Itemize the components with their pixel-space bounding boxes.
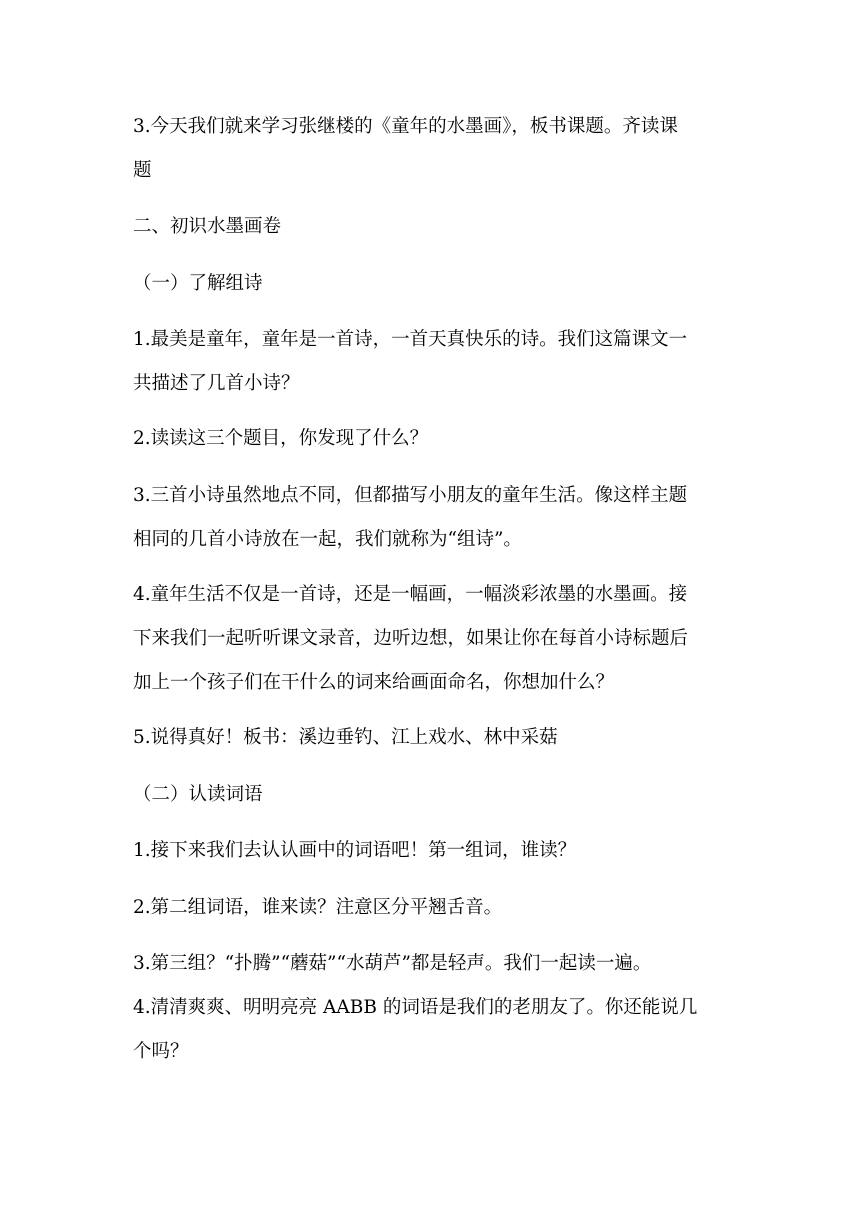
text-line: 3.第三组？“扑腾”“蘑菇”“水葫芦”都是轻声。我们一起读一遍。 (133, 953, 652, 974)
text-line: 个吗？ (133, 1041, 189, 1062)
paragraph-item (133, 318, 733, 406)
text-line: 5.说得真好！板书：溪边垂钓、江上戏水、林中采菇 (133, 727, 558, 748)
text-line: 相同的几首小诗放在一起，我们就称为“组诗”。 (133, 529, 522, 550)
paragraph-item (133, 716, 733, 760)
text-line: 3.今天我们就来学习张继楼的《童年的水墨画》，板书课题。齐读课 (133, 116, 678, 137)
paragraph-item (133, 417, 733, 461)
text-line: 共描述了几首小诗？ (133, 373, 300, 394)
paragraph-item (133, 886, 733, 930)
paragraph-item (133, 829, 733, 873)
text-line: 题 (133, 160, 152, 181)
paragraph-lesson-title (133, 105, 733, 193)
text-line: 2.第二组词语，谁来读？注意区分平翘舌音。 (133, 897, 503, 918)
text-line: 2.读读这三个题目，你发现了什么？ (133, 428, 429, 449)
text-line: 3.三首小诗虽然地点不同，但都描写小朋友的童年生活。像这样主题 (133, 485, 688, 506)
subsection-heading (133, 262, 733, 306)
text-line: 加上一个孩子们在干什么的词来给画面命名，你想加什么？ (133, 672, 615, 693)
paragraph-item (133, 573, 733, 705)
text-line: 下来我们一起听听课文录音，边听边想，如果让你在每首小诗标题后 (133, 628, 689, 649)
section-heading (133, 205, 733, 249)
paragraph-item (133, 474, 733, 562)
subsection-heading (133, 773, 733, 817)
text-line: （一）了解组诗 (133, 273, 263, 294)
text-line: 1.最美是童年，童年是一首诗，一首天真快乐的诗。我们这篇课文一 (133, 329, 688, 350)
paragraph-item (133, 986, 733, 1074)
paragraph-item (133, 942, 733, 986)
text-line: （二）认读词语 (133, 784, 263, 805)
text-line: 4.清清爽爽、明明亮亮 AABB 的词语是我们的老朋友了。你还能说几 (133, 997, 698, 1018)
text-line: 1.接下来我们去认认画中的词语吧！第一组词，谁读？ (133, 840, 577, 861)
text-line: 二、初识水墨画卷 (133, 216, 282, 237)
text-line: 4.童年生活不仅是一首诗，还是一幅画，一幅淡彩浓墨的水墨画。接 (133, 584, 688, 605)
